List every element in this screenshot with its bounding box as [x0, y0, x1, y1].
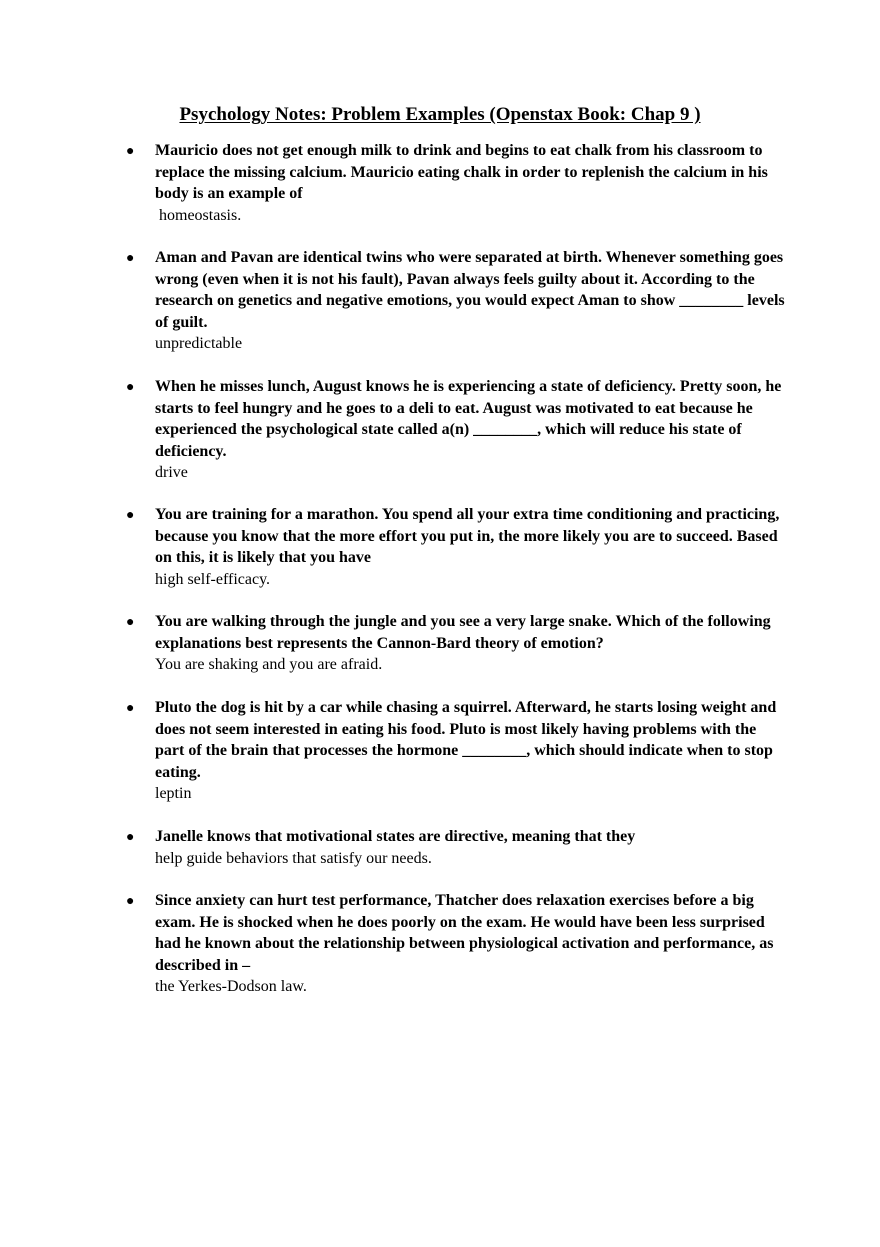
bullet-icon: ● — [126, 615, 135, 630]
question-text: Pluto the dog is hit by a car while chasing a squirrel. Afterward, he starts losing weight and does not seem interested in eating his food. Pluto is most likely having problems with the part of the brain that processes the hormone ________, which should indicate when to stop eating. — [155, 699, 777, 781]
question-text: Aman and Pavan are identical twins who were separated at birth. Whenever something goes wrong (even when it is not his fault), Pavan always feels guilty about it. According to the research on genetics and negative emotions, you would expect Aman to show ________ levels of guilt. — [155, 249, 785, 331]
list-item — [126, 611, 785, 676]
list-item — [126, 697, 785, 805]
answer-text: homeostasis. — [159, 206, 242, 224]
bullet-icon: ● — [126, 830, 135, 845]
answer-text: help guide behaviors that satisfy our needs. — [155, 849, 432, 867]
answer-text: high self-efficacy. — [155, 570, 271, 588]
question-text: When he misses lunch, August knows he is experiencing a state of deficiency. Pretty soon, he starts to feel hungry and he goes to a deli to eat. August was motivated to eat because he experienced the psychological state called a(n) ________, which will reduce his state of deficiency. — [155, 378, 782, 460]
answer-text: unpredictable — [155, 335, 243, 352]
question-text: Mauricio does not get enough milk to drink and begins to eat chalk from his classroom to replace the missing calcium. Mauricio eating chalk in order to replenish the calcium in his body is an example of — [155, 142, 768, 202]
list-item — [126, 140, 785, 226]
page-title: Psychology Notes: Problem Examples (Openstax Book: Chap 9 ) — [179, 104, 701, 125]
list-item — [126, 376, 785, 484]
answer-text: You are shaking and you are afraid. — [155, 656, 383, 673]
question-text: You are training for a marathon. You spend all your extra time conditioning and practicing, because you know that the more effort you put in, the more likely you are to succeed. Based on this, it is likely that you have — [155, 506, 780, 566]
question-text: You are walking through the jungle and you see a very large snake. Which of the following explanations best represents the Cannon-Bard theory of emotion? — [155, 613, 771, 652]
bullet-icon: ● — [126, 144, 135, 159]
question-text: Since anxiety can hurt test performance, Thatcher does relaxation exercises before a big exam. He is shocked when he does poorly on the exam. He would have been less surprised had he known about the relationship between physiological activation and performance, as described in – — [155, 892, 774, 974]
answer-text: drive — [155, 464, 188, 481]
list-item — [126, 247, 785, 355]
list-item — [126, 504, 785, 590]
bullet-icon: ● — [126, 701, 135, 716]
answer-text: leptin — [155, 785, 192, 802]
bullet-icon: ● — [126, 380, 135, 395]
list-item — [126, 890, 785, 998]
answer-text: the Yerkes-Dodson law. — [155, 978, 307, 995]
list-item — [126, 826, 785, 869]
bullet-icon: ● — [126, 508, 135, 523]
question-text: Janelle knows that motivational states are directive, meaning that they — [155, 828, 636, 845]
bullet-icon: ● — [126, 251, 135, 266]
bullet-icon: ● — [126, 894, 135, 909]
